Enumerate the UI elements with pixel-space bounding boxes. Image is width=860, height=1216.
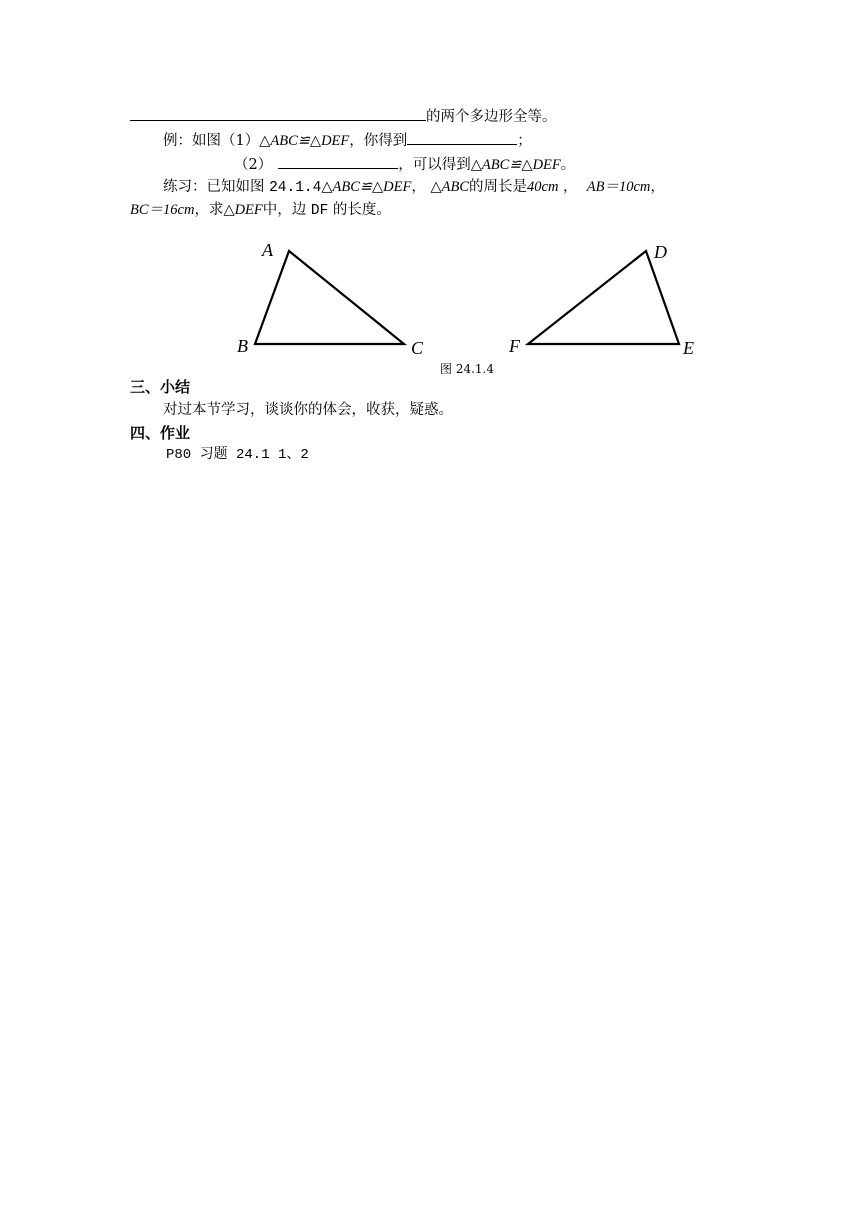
vertex-label-f: F	[509, 336, 520, 356]
example-line-2	[234, 153, 575, 175]
exercise-ab: AB＝10cm	[586, 179, 651, 195]
example-congruence: △ABC≌△DEF	[259, 133, 350, 149]
exercise-bc: BC＝16cm	[130, 202, 195, 218]
exercise-ask-pre: ，求	[194, 202, 224, 218]
triangle-def	[528, 251, 679, 344]
homework-heading: 四、作业	[130, 424, 191, 442]
homework-text: P80 习题 24.1 1、2	[166, 447, 309, 463]
vertex-label-a: A	[262, 240, 273, 260]
example-line-1	[163, 129, 532, 151]
exercise-df: DF	[310, 203, 329, 219]
example-label: 例：如图（1）	[163, 133, 260, 149]
summary-text: 对过本节学习，谈谈你的体会，收获，疑惑。	[163, 402, 453, 418]
example-end: ；	[517, 133, 532, 149]
exercise-perimeter-text: 的周长是	[469, 179, 528, 195]
vertex-label-c: C	[411, 338, 424, 358]
fill-blank-example-2[interactable]	[278, 153, 398, 169]
exercise-prefix: 练习：已知如图	[163, 179, 265, 195]
exercise-triangle: △ABC	[430, 179, 470, 195]
exercise-line-1: 练习：已知如图 24.1.4△ABC≌△DEF， △ABC的周长是40cm ， AB＝10cm，	[163, 179, 665, 196]
definition-tail: 的两个多边形全等。	[426, 109, 557, 125]
vertex-label-b: B	[237, 336, 248, 356]
triangle-abc	[255, 251, 404, 344]
example-item-2-mid: ，可以得到	[398, 157, 471, 173]
vertex-label-d: D	[654, 242, 667, 262]
example-item-2-end: 。	[560, 157, 576, 173]
figure-caption: 图 24.1.4	[440, 362, 494, 376]
example-item-2: （2）	[234, 157, 273, 173]
fill-blank-definition[interactable]	[130, 105, 426, 121]
definition-line	[130, 105, 557, 127]
example-item-2-congruence: △ABC≌△DEF	[470, 157, 561, 173]
exercise-line-2	[130, 200, 391, 221]
exercise-triangle-2: △DEF	[223, 202, 263, 218]
exercise-ask-end: 的长度。	[332, 202, 391, 218]
example-mid: ，你得到	[349, 133, 408, 149]
exercise-congruence: △ABC≌△DEF	[321, 179, 412, 195]
exercise-perimeter: 40cm	[527, 179, 559, 195]
exercise-figure-ref: 24.1.4	[269, 180, 322, 196]
summary-heading: 三、小结	[130, 378, 191, 396]
exercise-ask-mid: 中，边	[262, 202, 307, 218]
triangles-figure	[0, 230, 860, 370]
fill-blank-example-1[interactable]	[407, 129, 517, 145]
exercise-separator: ，	[411, 179, 426, 195]
vertex-label-e: E	[683, 338, 694, 358]
